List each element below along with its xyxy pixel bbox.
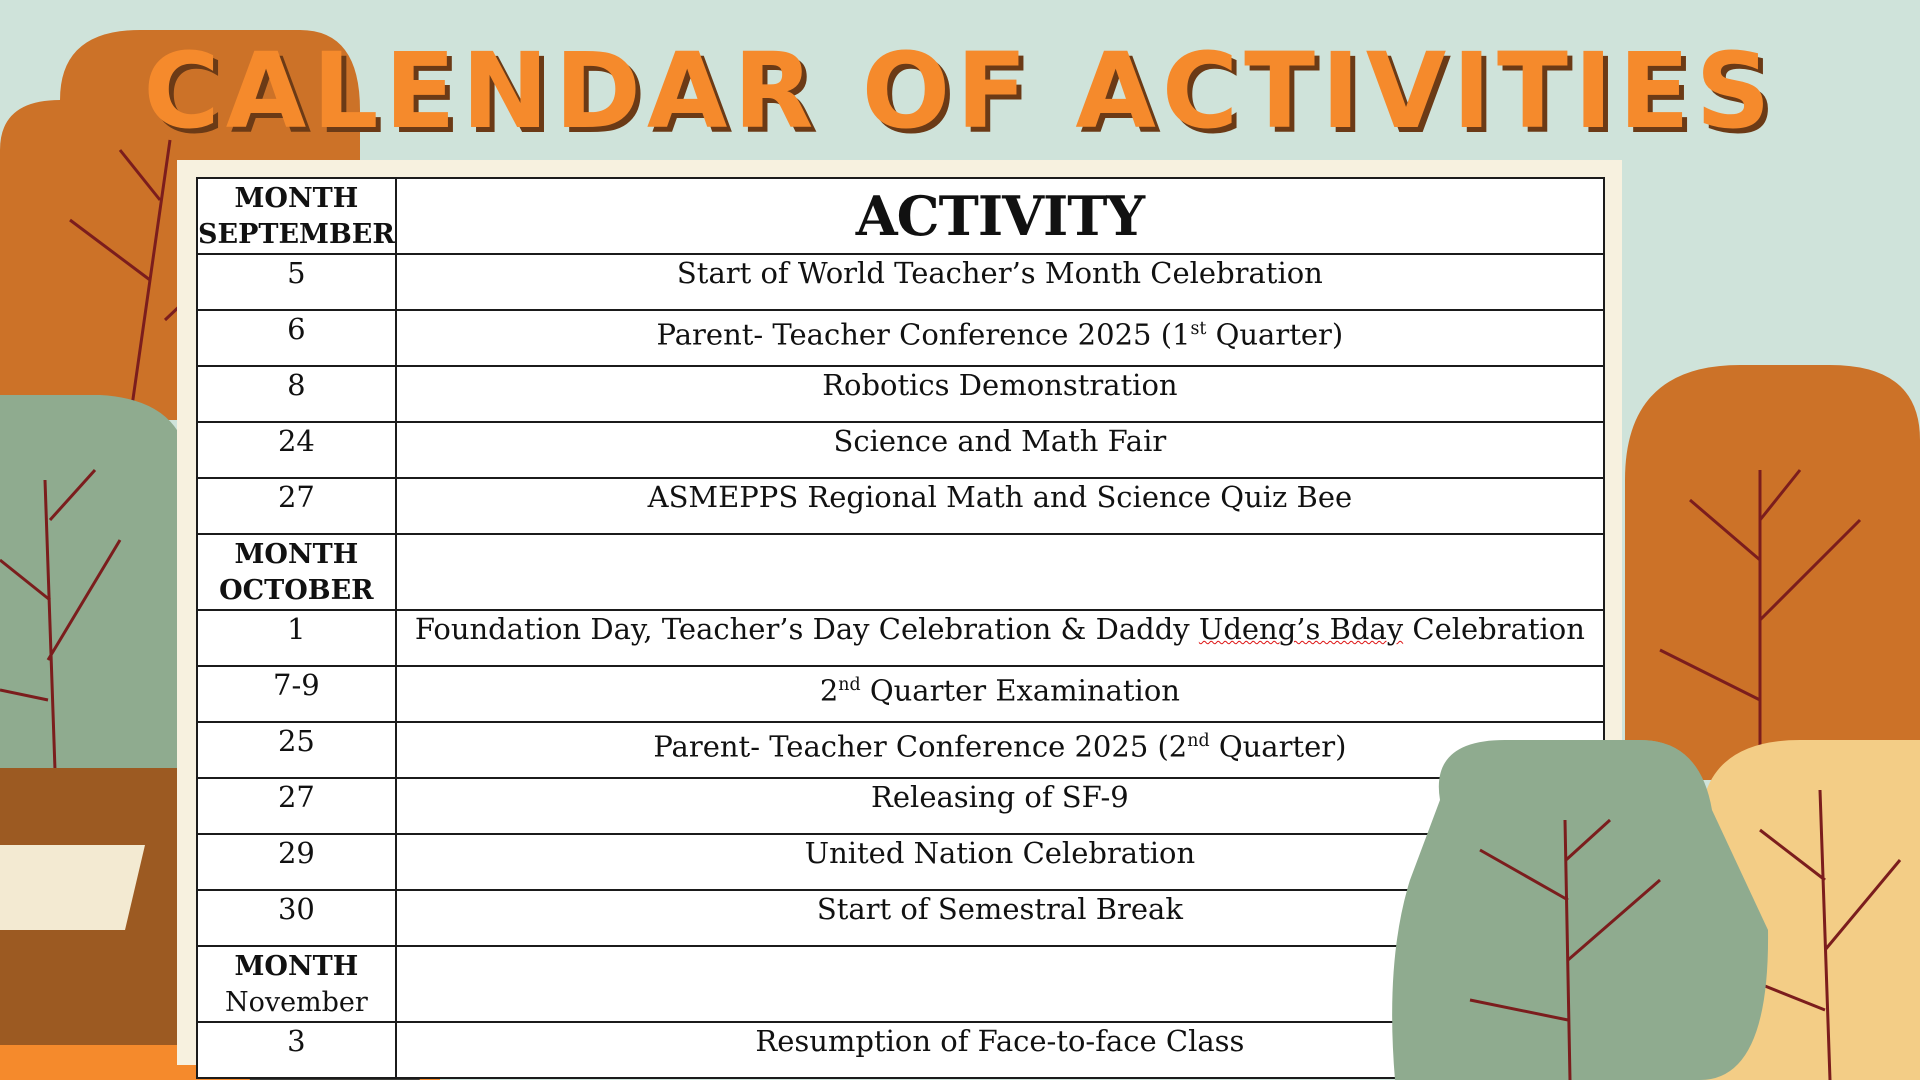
month-cell <box>197 946 396 1022</box>
table-header-row <box>197 178 1604 254</box>
table-row <box>197 310 1604 366</box>
date-cell: 24 <box>197 422 396 478</box>
activity-cell: Robotics Demonstration <box>396 366 1604 422</box>
activity-cell: Science and Math Fair <box>396 422 1604 478</box>
activity-text: 2 <box>819 673 839 708</box>
date-cell: 8 <box>197 366 396 422</box>
month-header-cell <box>197 178 396 254</box>
table-row <box>197 834 1604 890</box>
activity-text: Quarter) <box>1209 729 1347 764</box>
month-row-october <box>197 534 1604 610</box>
activity-cell <box>396 666 1604 722</box>
date-cell: 29 <box>197 834 396 890</box>
calendar-table <box>196 177 1605 1079</box>
table-row <box>197 478 1604 534</box>
activity-cell <box>396 722 1604 778</box>
page-title: CALENDAR OF ACTIVITIES <box>143 30 1777 152</box>
activity-text: Quarter) <box>1206 317 1344 352</box>
table-row <box>197 666 1604 722</box>
table-row <box>197 254 1604 310</box>
table-row <box>197 890 1604 946</box>
activity-cell: ASMEPPS Regional Math and Science Quiz Bee <box>396 478 1604 534</box>
activity-text: Foundation Day, Teacher’s Day Celebration & Daddy <box>414 612 1199 646</box>
date-cell: 25 <box>197 722 396 778</box>
table-row <box>197 778 1604 834</box>
month-name: November <box>224 987 368 1018</box>
activity-cell <box>396 610 1604 666</box>
month-header-label: MONTH <box>234 183 359 214</box>
month-label: MONTH <box>234 951 359 982</box>
orange-tree-right <box>1625 365 1920 780</box>
table-row <box>197 366 1604 422</box>
activity-header: ACTIVITY <box>396 178 1604 254</box>
activity-text: Parent- Teacher Conference 2025 (1 <box>656 317 1191 352</box>
activity-cell: Releasing of SF-9 <box>396 778 1604 834</box>
ordinal-suffix: st <box>1190 319 1207 339</box>
date-cell: 30 <box>197 890 396 946</box>
month-name: OCTOBER <box>219 575 374 606</box>
spellcheck-marked-text: Udeng’s Bday <box>1198 612 1404 646</box>
activity-text: Celebration <box>1403 612 1585 646</box>
activity-cell: Start of Semestral Break <box>396 890 1604 946</box>
activity-cell: Resumption of Face-to-face Class <box>396 1022 1604 1078</box>
ordinal-suffix: nd <box>838 675 861 695</box>
activity-text: Parent- Teacher Conference 2025 (2 <box>653 729 1188 764</box>
table-row <box>197 610 1604 666</box>
table-row <box>197 1022 1604 1078</box>
activity-cell: United Nation Celebration <box>396 834 1604 890</box>
activity-text: Quarter Examination <box>860 673 1180 708</box>
table-row <box>197 722 1604 778</box>
date-cell: 27 <box>197 478 396 534</box>
table-row <box>197 422 1604 478</box>
date-cell: 6 <box>197 310 396 366</box>
date-cell: 27 <box>197 778 396 834</box>
month-header-name: SEPTEMBER <box>198 219 395 250</box>
month-cell <box>197 534 396 610</box>
month-label: MONTH <box>234 539 359 570</box>
empty-cell <box>396 946 1604 1022</box>
empty-cell <box>396 534 1604 610</box>
activity-cell <box>396 310 1604 366</box>
month-row-november <box>197 946 1604 1022</box>
date-cell: 5 <box>197 254 396 310</box>
activity-cell: Start of World Teacher’s Month Celebration <box>396 254 1604 310</box>
date-cell: 3 <box>197 1022 396 1078</box>
date-cell: 7-9 <box>197 666 396 722</box>
date-cell: 1 <box>197 610 396 666</box>
green-tree-left <box>0 395 190 770</box>
ordinal-suffix: nd <box>1187 731 1210 751</box>
